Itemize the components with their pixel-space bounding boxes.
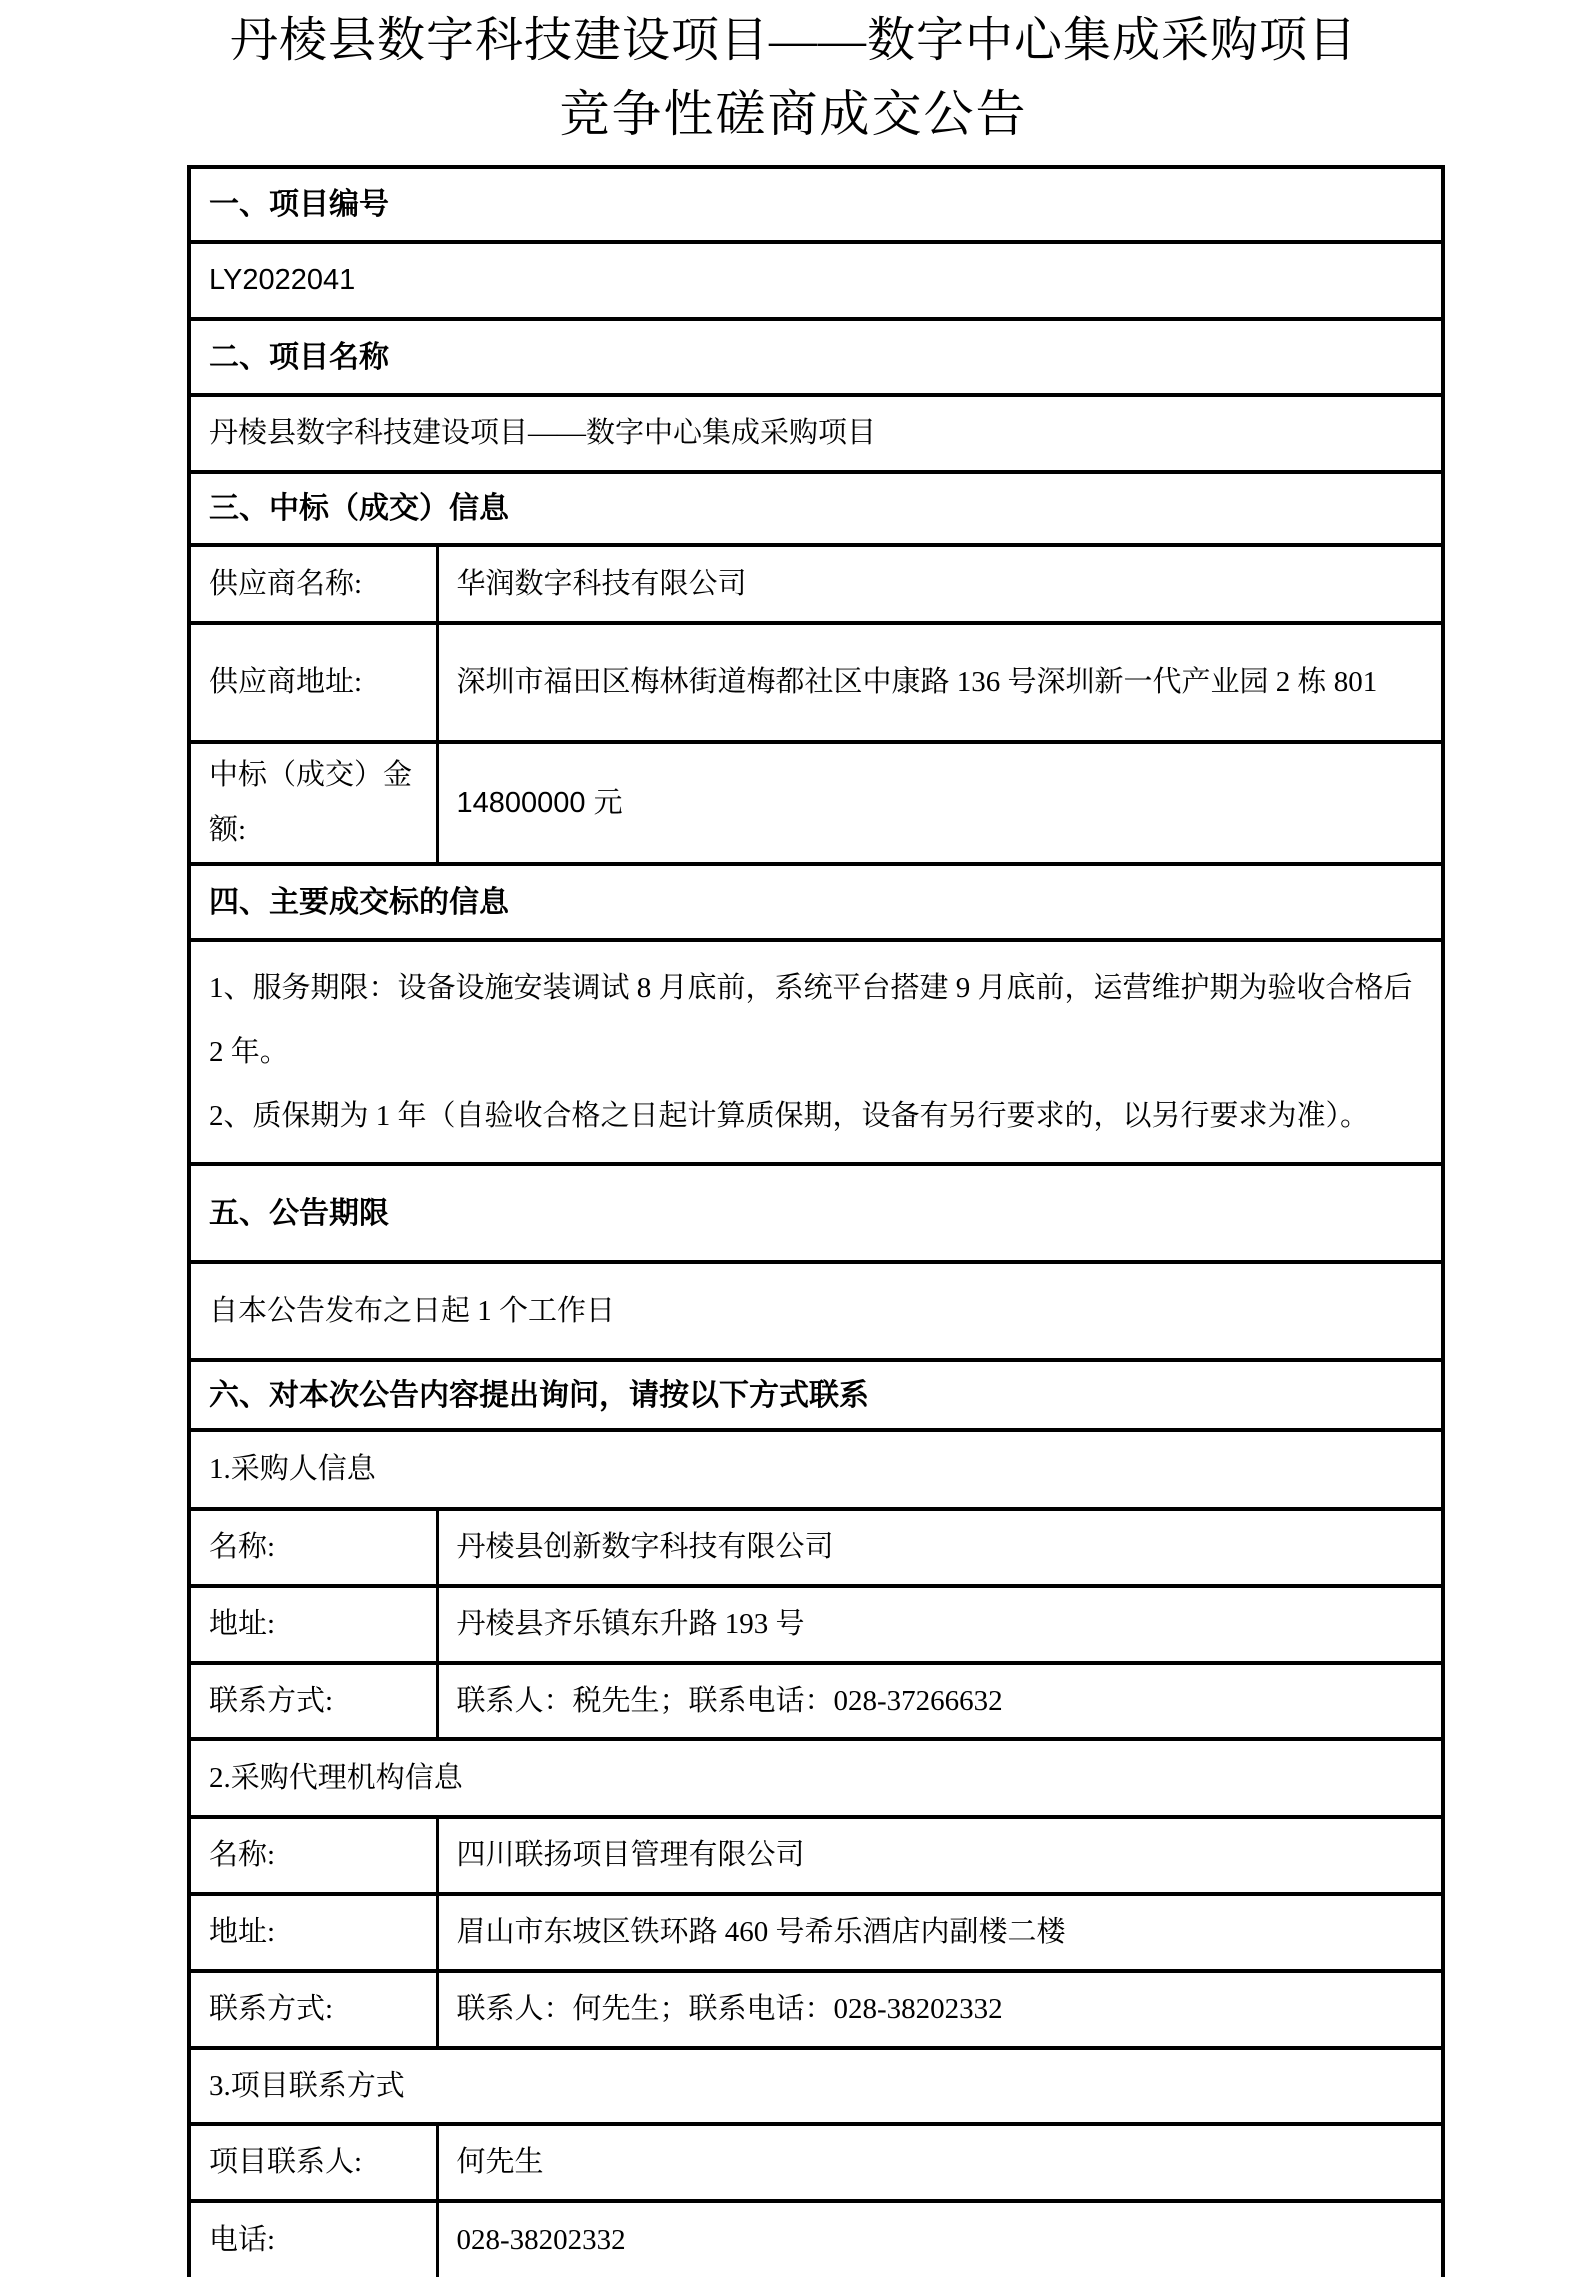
project-phone-label: 电话: (189, 2201, 437, 2277)
agency-address-label: 地址: (189, 1894, 437, 1971)
award-details-text (189, 940, 1443, 1164)
purchaser-contact-label: 联系方式: (189, 1663, 437, 1739)
page-title-line-2: 竞争性磋商成交公告 (559, 86, 1028, 142)
project-contact-person-value: 何先生 (437, 2124, 1443, 2201)
agency-info-subheader: 2.采购代理机构信息 (189, 1739, 1443, 1817)
section-3-header: 三、中标（成交）信息 (189, 472, 1443, 545)
project-number-value: LY2022041 (189, 242, 1443, 319)
agency-contact-label: 联系方式: (189, 1971, 437, 2048)
section-2-header: 二、项目名称 (189, 319, 1443, 395)
project-contact-subheader: 3.项目联系方式 (189, 2048, 1443, 2124)
supplier-address-value: 深圳市福田区梅林街道梅都社区中康路 136 号深圳新一代产业园 2 栋 801 (437, 623, 1443, 742)
section-4-header: 四、主要成交标的信息 (189, 864, 1443, 940)
page-title (0, 0, 1587, 144)
supplier-address-label: 供应商地址: (189, 623, 437, 742)
agency-name-label: 名称: (189, 1817, 437, 1894)
supplier-name-label: 供应商名称: (189, 545, 437, 623)
announcement-table (187, 165, 1445, 2277)
purchaser-name-value: 丹棱县创新数字科技有限公司 (437, 1509, 1443, 1586)
award-amount-value: 14800000 元 (437, 742, 1443, 864)
purchaser-contact-value: 联系人：税先生；联系电话：028-37266632 (437, 1663, 1443, 1739)
warranty-paragraph: 2、质保期为 1 年（自验收合格之日起计算质保期，设备有另行要求的，以另行要求为准）。 (209, 1100, 1370, 1132)
section-1-header: 一、项目编号 (189, 167, 1443, 242)
announcement-period-value: 自本公告发布之日起 1 个工作日 (189, 1262, 1443, 1360)
purchaser-address-label: 地址: (189, 1586, 437, 1663)
agency-contact-value: 联系人：何先生；联系电话：028-38202332 (437, 1971, 1443, 2048)
project-name-value: 丹棱县数字科技建设项目——数字中心集成采购项目 (189, 395, 1443, 472)
section-6-header: 六、对本次公告内容提出询问，请按以下方式联系 (189, 1360, 1443, 1430)
purchaser-name-label: 名称: (189, 1509, 437, 1586)
award-amount-label: 中标（成交）金额: (189, 742, 437, 864)
purchaser-address-value: 丹棱县齐乐镇东升路 193 号 (437, 1586, 1443, 1663)
purchaser-info-subheader: 1.采购人信息 (189, 1430, 1443, 1509)
supplier-name-value: 华润数字科技有限公司 (437, 545, 1443, 623)
project-contact-person-label: 项目联系人: (189, 2124, 437, 2201)
service-period-paragraph: 1、服务期限：设备设施安装调试 8 月底前，系统平台搭建 9 月底前，运营维护期为验收合格后 2 年。 (209, 972, 1413, 1068)
section-5-header: 五、公告期限 (189, 1164, 1443, 1262)
agency-address-value: 眉山市东坡区铁环路 460 号希乐酒店内副楼二楼 (437, 1894, 1443, 1971)
page-title-line-1: 丹棱县数字科技建设项目——数字中心集成采购项目 (229, 14, 1357, 67)
project-phone-value: 028-38202332 (437, 2201, 1443, 2277)
agency-name-value: 四川联扬项目管理有限公司 (437, 1817, 1443, 1894)
